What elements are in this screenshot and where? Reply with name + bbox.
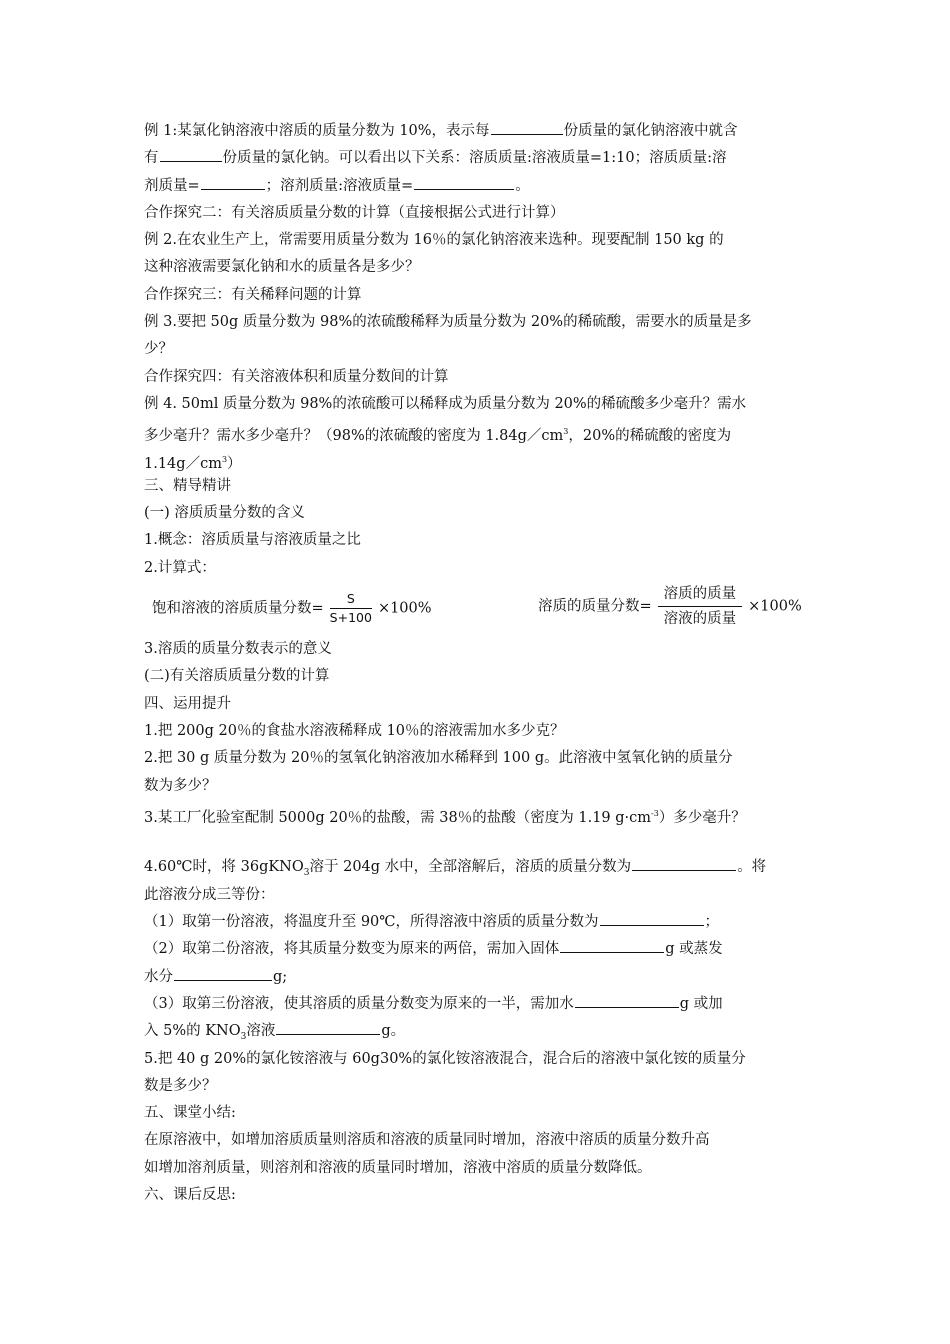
answer-blank[interactable]	[575, 991, 679, 1008]
subsection-2-heading: (二)有关溶质质量分数的计算	[144, 668, 330, 685]
section-6-heading: 六、课后反思:	[144, 1186, 236, 1203]
fraction-solute-over-solution: $\frac{\text{溶质的质量}}{\text{溶液的质量}}$	[658, 582, 743, 631]
meaning-line: 3.溶质的质量分数表示的意义	[144, 641, 332, 658]
formula-heading: 2.计算式：	[144, 559, 216, 576]
section-5-heading: 五、课堂小结:	[144, 1105, 236, 1122]
question-4-part-2: （2）取第二份溶液，将其质量分数变为原来的两倍，需加入固体 g 或蒸发	[144, 936, 814, 963]
answer-blank[interactable]	[201, 173, 265, 190]
answer-blank[interactable]	[414, 173, 514, 190]
example-3-line-1: 例 3.要把 50g 质量分数为 98%的浓硫酸稀释为质量分数为 20%的稀硫酸，需要水的质量是多	[144, 314, 752, 331]
answer-blank[interactable]	[276, 1018, 380, 1035]
concept-line: 1.概念：溶质质量与溶液质量之比	[144, 532, 361, 549]
formula-row	[144, 582, 814, 636]
section-4-heading: 四、运用提升	[144, 695, 231, 712]
question-4-part-1: （1）取第一份溶液，将温度升至 90℃，所得溶液中溶质的质量分数为 ；	[144, 909, 814, 936]
example-4-line-2: 多少毫升？需水多少毫升？（98%的浓硫酸的密度为 $1.84g/cm^3$，20%的稀硫酸的密度为	[144, 427, 732, 445]
summary-line-2: 如增加溶剂质量，则溶剂和溶液的质量同时增加，溶液中溶质的质量分数降低。	[144, 1159, 652, 1176]
question-2-line-1: 2.把 30 g 质量分数为 20％的氢氧化钠溶液加水稀释到 100 g。此溶液中氢氧化钠的质量分	[144, 750, 733, 767]
answer-blank[interactable]	[160, 145, 222, 162]
question-4-part-2-cont: 水分 g;	[144, 964, 814, 991]
question-3: 3.某工厂化验室配制 5000g 20％的盐酸，需 38％的盐酸（密度为 1.19 $g\cdot cm^{-3}$）多少毫升？	[144, 808, 746, 826]
question-5-line-2: 数是多少？	[144, 1077, 217, 1094]
answer-blank[interactable]	[174, 964, 272, 981]
question-4-part-3-cont: 入 5%的 $KNO_3$溶液 g。	[144, 1018, 814, 1045]
spacer	[144, 827, 814, 854]
question-4-line-2: 此溶液分成三等份：	[144, 886, 275, 903]
fraction-s-over-s-plus-100: $\frac{S}{S+100}$	[329, 591, 372, 626]
coop-heading-4: 合作探究四：有关溶液体积和质量分数间的计算	[144, 368, 449, 385]
question-4-part-3: （3）取第三份溶液，使其溶质的质量分数变为原来的一半，需加水 g 或加	[144, 991, 814, 1018]
answer-blank[interactable]	[632, 854, 736, 871]
answer-blank[interactable]	[491, 118, 563, 135]
example-4-line-1: 例 4. 50ml 质量分数为 98%的浓硫酸可以稀释成为质量分数为 20%的稀硫酸多少毫升？需水	[144, 395, 747, 412]
section-3-heading: 三、精导精讲	[144, 477, 231, 494]
answer-blank[interactable]	[560, 936, 664, 953]
mass-fraction-formula: 溶质的质量分数= $\frac{\text{溶质的质量}}{\text{溶液的质量}}$ ×100%	[538, 582, 802, 631]
saturated-formula: 饱和溶液的溶质质量分数= $\frac{S}{S+100}$ ×100%	[152, 591, 432, 626]
coop-heading-3: 合作探究三：有关稀释问题的计算	[144, 286, 362, 303]
example-1-line-2: 有 份质量的氯化钠。可以看出以下关系：溶质质量:溶液质量=1:10；溶质质量:溶	[144, 145, 814, 172]
example-1-line-3: 剂质量= ；溶剂质量:溶液质量= 。	[144, 173, 814, 200]
subsection-1-heading: (一) 溶质质量分数的含义	[144, 505, 305, 522]
question-1: 1.把 200g 20％的食盐水溶液稀释成 10％的溶液需加水多少克？	[144, 722, 565, 739]
question-5-line-1: 5.把 40 g 20%的氯化铵溶液与 60g30%的氯化铵溶液混合，混合后的溶液中氯化铵的质量分	[144, 1050, 746, 1067]
question-2-line-2: 数为多少？	[144, 777, 217, 794]
question-4-line-1: 4.60℃时，将 36gKNO$_3$溶于 204g 水中，全部溶解后，溶质的质量分数为 。将	[144, 854, 814, 881]
example-4-line-3: $1.14g/cm^3$）	[144, 454, 242, 472]
summary-line-1: 在原溶液中，如增加溶质质量则溶质和溶液的质量同时增加，溶液中溶质的质量分数升高	[144, 1132, 710, 1149]
coop-heading-2: 合作探究二：有关溶质质量分数的计算（直接根据公式进行计算）	[144, 204, 565, 221]
example-2-line-2: 这种溶液需要氯化钠和水的质量各是多少？	[144, 259, 420, 276]
example-3-line-2: 少？	[144, 341, 173, 358]
answer-blank[interactable]	[600, 909, 704, 926]
example-1-line-1: 例 1:某氯化钠溶液中溶质的质量分数为 10%，表示每 份质量的氯化钠溶液中就含	[144, 118, 814, 145]
example-2-line-1: 例 2.在农业生产上，常需要用质量分数为 16％的氯化钠溶液来选种。现要配制 150 kg 的	[144, 232, 724, 249]
document-body	[144, 118, 814, 1209]
